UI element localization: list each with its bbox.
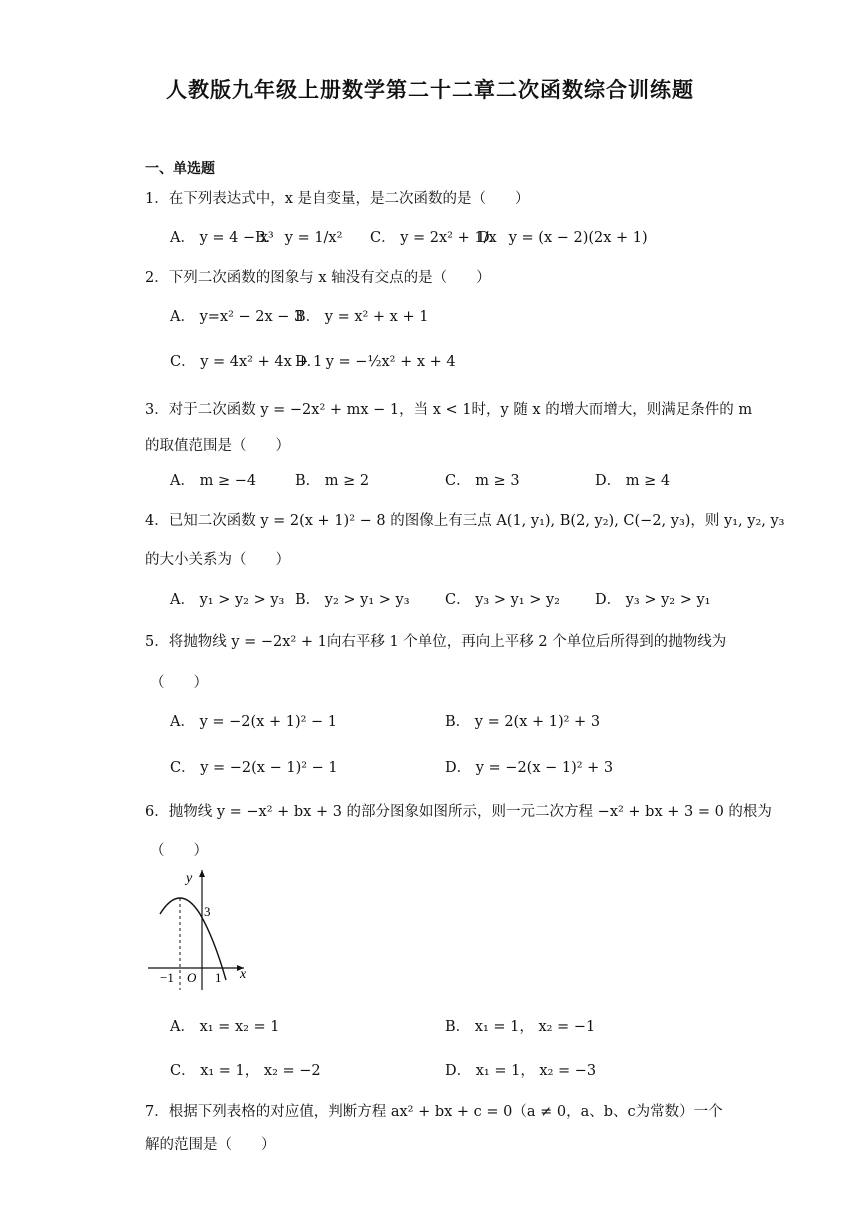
question-6-stem-cont: （ ） (150, 843, 208, 859)
q1-option-c[interactable]: C． y = 2x² + 1/x (370, 230, 497, 246)
q5-option-d[interactable]: D． y = −2(x − 1)² + 3 (445, 760, 614, 776)
tick-label-neg1: −1 (160, 970, 174, 985)
question-1-stem: 1．在下列表达式中，x 是自变量，是二次函数的是（ ） (145, 191, 530, 207)
q5-option-b[interactable]: B． y = 2(x + 1)² + 3 (445, 714, 601, 730)
origin-label: O (187, 970, 197, 985)
q2-option-b[interactable]: B． y = x² + x + 1 (295, 309, 429, 325)
q3-option-d[interactable]: D． m ≥ 4 (595, 473, 671, 489)
q2-option-c[interactable]: C． y = 4x² + 4x + 1 (170, 354, 323, 370)
question-7-stem-cont: 解的范围是（ ） (145, 1137, 276, 1153)
page-title: 人教版九年级上册数学第二十二章二次函数综合训练题 (166, 77, 694, 102)
question-5-stem: 5．将抛物线 y = −2x² + 1向右平移 1 个单位，再向上平移 2 个单位后所得到的抛物线为 (145, 634, 727, 650)
section-heading: 一、单选题 (145, 161, 215, 177)
q1-option-b[interactable]: B． y = 1/x² (255, 230, 343, 246)
q3-option-b[interactable]: B． m ≥ 2 (295, 473, 370, 489)
x-axis-label: x (240, 967, 247, 982)
question-5-stem-cont: （ ） (150, 675, 208, 691)
question-7-stem: 7．根据下列表格的对应值，判断方程 ax² + bx + c = 0（a ≠ 0，a、b、c为常数）一个 (145, 1104, 723, 1120)
q3-option-a[interactable]: A． m ≥ −4 (170, 473, 257, 489)
q1-option-d[interactable]: D． y = (x − 2)(2x + 1) (478, 230, 648, 246)
q3-option-c[interactable]: C． m ≥ 3 (445, 473, 520, 489)
q2-option-a[interactable]: A． y=x² − 2x − 3 (170, 309, 304, 325)
question-3-stem: 3．对于二次函数 y = −2x² + mx − 1，当 x < 1时，y 随 x 的增大而增大，则满足条件的 m (145, 402, 753, 418)
q4-option-d[interactable]: D． y₃ > y₂ > y₁ (595, 592, 711, 608)
q5-option-c[interactable]: C． y = −2(x − 1)² − 1 (170, 760, 338, 776)
q4-option-b[interactable]: B． y₂ > y₁ > y₃ (295, 592, 410, 608)
q6-option-d[interactable]: D． x₁ = 1， x₂ = −3 (445, 1063, 597, 1079)
q6-option-a[interactable]: A． x₁ = x₂ = 1 (170, 1019, 280, 1035)
question-3-stem-cont: 的取值范围是（ ） (145, 438, 290, 454)
question-4-stem: 4．已知二次函数 y = 2(x + 1)² − 8 的图像上有三点 A(1, y₁), B(2, y₂), C(−2, y₃)，则 y₁, y₂, y₃ (145, 513, 785, 529)
question-6-stem: 6．抛物线 y = −x² + bx + 3 的部分图象如图所示，则一元二次方程 −x² + bx + 3 = 0 的根为 (145, 804, 772, 820)
q4-option-c[interactable]: C． y₃ > y₁ > y₂ (445, 592, 560, 608)
q6-option-c[interactable]: C． x₁ = 1， x₂ = −2 (170, 1063, 321, 1079)
question-4-stem-cont: 的大小关系为（ ） (145, 552, 290, 568)
y-axis-arrow (199, 870, 205, 877)
tick-label-1: 1 (215, 970, 222, 985)
q6-option-b[interactable]: B． x₁ = 1， x₂ = −1 (445, 1019, 596, 1035)
q1-option-a[interactable]: A． y = 4 − x³ (170, 230, 274, 246)
parabola-graph (148, 866, 258, 992)
tick-label-3: 3 (204, 904, 211, 919)
q4-option-a[interactable]: A． y₁ > y₂ > y₃ (170, 592, 285, 608)
q5-option-a[interactable]: A． y = −2(x + 1)² − 1 (170, 714, 338, 730)
question-2-stem: 2．下列二次函数的图象与 x 轴没有交点的是（ ） (145, 270, 491, 286)
y-axis-label: y (186, 871, 193, 886)
q2-option-d[interactable]: D． y = −½x² + x + 4 (295, 354, 456, 370)
